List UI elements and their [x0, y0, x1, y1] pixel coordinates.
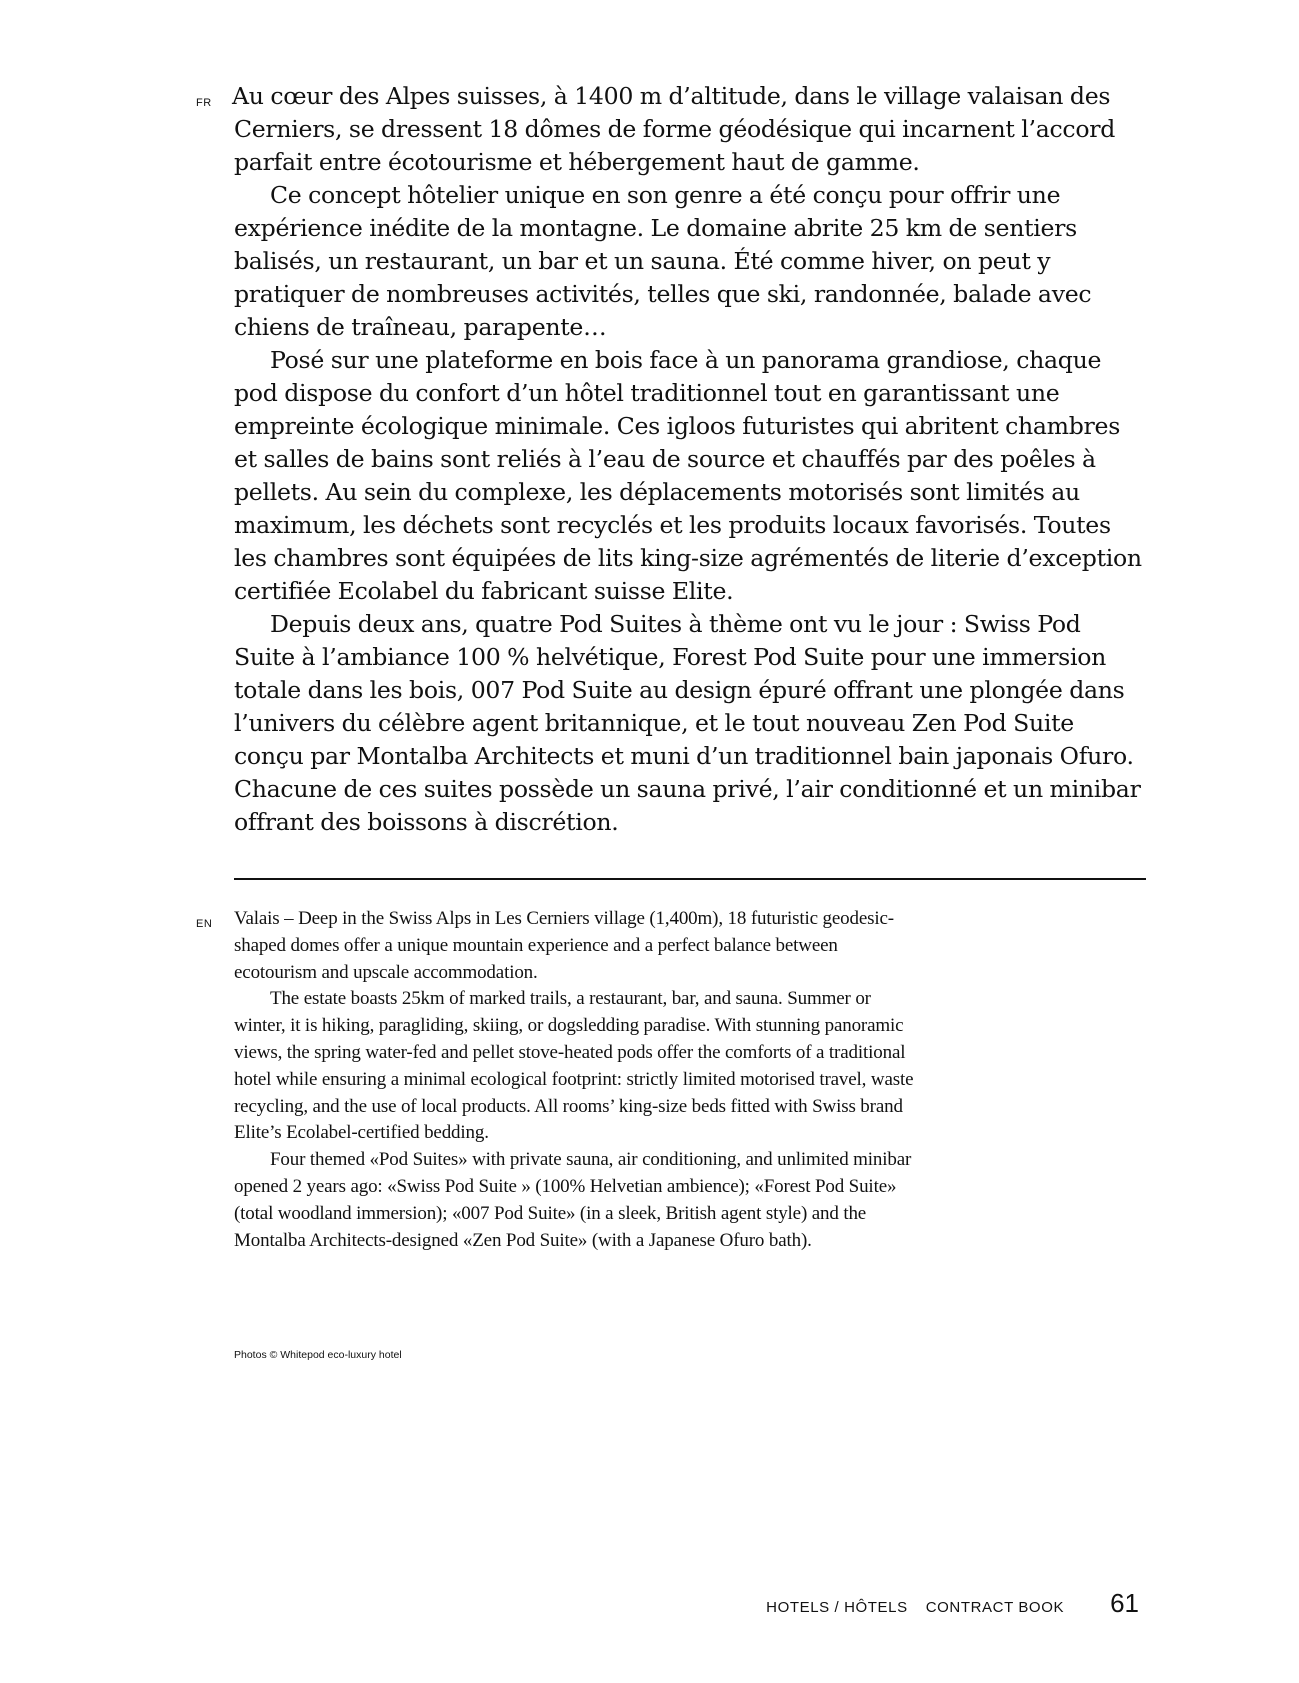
- en-paragraph: The estate boasts 25km of marked trails, a restaurant, bar, and sauna. Summer or winter, it is hiking, paragliding, skiing, or dogsledding paradise. With stunning panoramic views, the spring water-fed and pellet stove-heated pods offer the comforts of a traditional hotel while ensuring a minimal ecological footprint: strictly limited motorised travel, waste recycling, and the use of local products. All rooms’ king-size beds fitted with Swiss brand Elite’s Ecolabel-certified bedding.: [234, 988, 914, 1144]
- fr-paragraph: Ce concept hôtelier unique en son genre a été conçu pour offrir une expérience inédite de la montagne. Le domaine abrite 25 km de sentiers balisés, un restaurant, un bar et un sauna. Été comme hiver, on peut y pratiquer de nombreuses activités, telles que ski, randonnée, balade avec chiens de traîneau, parapente…: [234, 181, 1092, 341]
- language-tag-fr: FR: [196, 97, 212, 109]
- en-paragraph: Valais – Deep in the Swiss Alps in Les Cerniers village (1,400m), 18 futuristic geodesic-shaped domes offer a unique mountain experience and a perfect balance between ecotourism and upscale accommodation.: [234, 908, 894, 983]
- footer-section-label: HOTELS / HÔTELS: [766, 1599, 908, 1616]
- footer-book-title: CONTRACT BOOK: [925, 1599, 1065, 1616]
- en-paragraph: Four themed «Pod Suites» with private sauna, air conditioning, and unlimited minibar opened 2 years ago: «Swiss Pod Suite » (100% Helvetian ambience); «Forest Pod Suite» (total woodland immersion); «007 Pod Suite» (in a sleek, British agent style) and the Montalba Architects-designed «Zen Pod Suite» (with a Japanese Ofuro bath).: [234, 1149, 912, 1251]
- french-article-text: [234, 80, 1146, 839]
- english-article-text: [234, 906, 914, 1254]
- language-tag-en: EN: [196, 918, 213, 930]
- page-number: 61: [1110, 1588, 1139, 1618]
- fr-paragraph: Depuis deux ans, quatre Pod Suites à thème ont vu le jour : Swiss Pod Suite à l’ambiance 100 % helvétique, Forest Pod Suite pour une immersion totale dans les bois, 007 Pod Suite au design épuré offrant une plongée dans l’univers du célèbre agent britannique, et le tout nouveau Zen Pod Suite conçu par Montalba Architects et muni d’un traditionnel bain japonais Ofuro. Chacune de ces suites possède un sauna privé, l’air conditionné et un minibar offrant des boissons à discrétion.: [234, 610, 1141, 836]
- page-footer: [766, 1588, 1139, 1619]
- fr-paragraph: Au cœur des Alpes suisses, à 1400 m d’altitude, dans le village valaisan des Cerniers, se dressent 18 dômes de forme géodésique qui incarnent l’accord parfait entre écotourisme et hébergement haut de gamme.: [232, 82, 1115, 176]
- photo-credit: Photos © Whitepod eco-luxury hotel: [234, 1349, 402, 1361]
- section-divider: [234, 878, 1146, 880]
- fr-paragraph: Posé sur une plateforme en bois face à un panorama grandiose, chaque pod dispose du confort d’un hôtel traditionnel tout en garantissant une empreinte écologique minimale. Ces igloos futuristes qui abritent chambres et salles de bains sont reliés à l’eau de source et chauffés par des poêles à pellets. Au sein du complexe, les déplacements motorisés sont limités au maximum, les déchets sont recyclés et les produits locaux favorisés. Toutes les chambres sont équipées de lits king-size agrémentés de literie d’exception certifiée Ecolabel du fabricant suisse Elite.: [234, 346, 1142, 605]
